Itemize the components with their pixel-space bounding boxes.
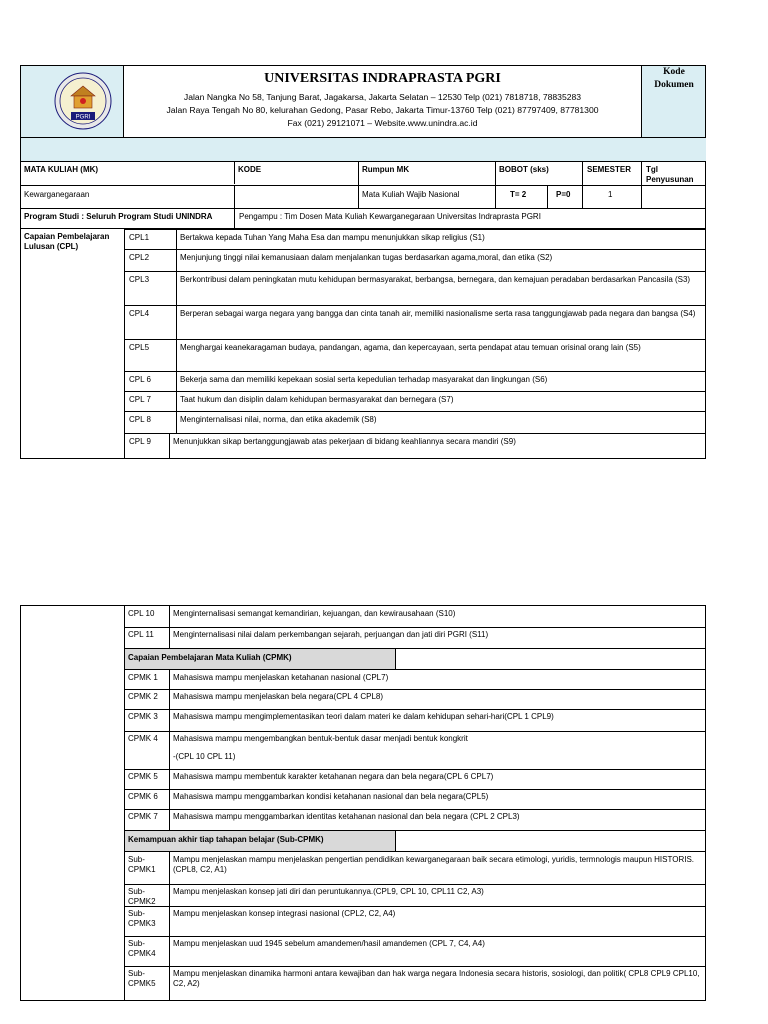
p-value: P=0 bbox=[556, 190, 571, 199]
prodi-label: Program Studi : Seluruh Program Studi UNINDRA bbox=[24, 212, 213, 221]
divider bbox=[124, 936, 706, 937]
kode-dokumen-label: Kode Dokumen bbox=[654, 67, 694, 90]
row-text: Mahasiswa mampu membentuk karakter ketahanan negara dan bela negara(CPL 6 CPL7) bbox=[173, 772, 494, 781]
divider bbox=[547, 186, 548, 208]
row-code: CPMK 3 bbox=[128, 712, 158, 721]
cpmk-title: Capaian Pembelajaran Mata Kuliah (CPMK) bbox=[128, 653, 292, 662]
row-text: -(CPL 10 CPL 11) bbox=[173, 752, 236, 761]
row-code: CPMK 6 bbox=[128, 792, 158, 801]
divider bbox=[124, 411, 706, 412]
divider bbox=[169, 966, 170, 1001]
row-text: Menginternalisasi nilai dalam perkembangan sejarah, perjuangan dan jati diri PGRI (S11) bbox=[173, 630, 489, 639]
divider bbox=[124, 305, 706, 306]
row-text: Mahasiswa mampu menjelaskan ketahanan nasional (CPL7) bbox=[173, 673, 389, 682]
row-text: Mahasiswa mampu mengembangkan bentuk-bentuk dasar menjadi bentuk kongkrit bbox=[173, 734, 468, 743]
semester-label: SEMESTER bbox=[587, 165, 632, 174]
row-text: Menginternalisasi semangat kemandirian, kejuangan, dan kewirausahaan (S10) bbox=[173, 609, 456, 618]
tgl-label: Tgl Penyusunan bbox=[646, 165, 694, 184]
logo-text: PGRI bbox=[75, 114, 91, 121]
divider bbox=[21, 185, 706, 186]
divider bbox=[176, 271, 177, 305]
divider bbox=[169, 906, 170, 936]
divider bbox=[124, 966, 706, 967]
cpl-text: Bekerja sama dan memiliki kepekaan sosial serta kepedulian terhadap masyarakat dan lingkungan (S6) bbox=[180, 375, 548, 384]
row-code: Sub-CPMK1 bbox=[128, 855, 156, 874]
divider bbox=[169, 606, 170, 627]
cpl-text: Berkontribusi dalam peningkatan mutu kehidupan bermasyarakat, berbangsa, bernegara, dan kemajuan peradaban berdasarkan Pancasila (S3) bbox=[180, 275, 691, 284]
row-text: Mampu menjelaskan dinamika harmoni antara kewajiban dan hak warga negara Indonesia secara historis, sosiologi, dan politik( CPL8 CPL9 CPL10, C2, A2) bbox=[173, 969, 700, 988]
divider bbox=[176, 249, 177, 271]
mk-value: Kewarganegaraan bbox=[24, 190, 90, 199]
row-code: Sub-CPMK4 bbox=[128, 939, 156, 958]
divider bbox=[169, 789, 170, 809]
row-text: Mahasiswa mampu mengimplementasikan teori dalam materi ke dalam kehidupan sehari-hari(CPL 1 CPL9) bbox=[173, 712, 554, 721]
divider bbox=[169, 689, 170, 709]
cpl-code: CPL 7 bbox=[129, 395, 151, 404]
divider bbox=[176, 339, 177, 371]
divider bbox=[124, 391, 706, 392]
divider bbox=[124, 906, 706, 907]
cpl-code: CPL5 bbox=[129, 343, 150, 352]
row-code: CPMK 1 bbox=[128, 673, 158, 682]
divider bbox=[169, 709, 170, 731]
cpl-text: Menjunjung tinggi nilai kemanusiaan dalam menjalankan tugas berdasarkan agama,moral, dan etika (S2) bbox=[180, 253, 553, 262]
cpl-code: CPL1 bbox=[129, 233, 150, 242]
address-line-2: Jalan Raya Tengah No 80, kelurahan Gedong, Pasar Rebo, Jakarta Timur-13760 Telp (021) 87797409, 87781300 bbox=[166, 105, 599, 115]
address-line-1: Jalan Nangka No 58, Tanjung Barat, Jagakarsa, Jakarta Selatan – 12530 Telp (021) 7818718, 78835283 bbox=[183, 92, 582, 102]
divider bbox=[176, 305, 177, 339]
row-code: Sub-CPMK3 bbox=[128, 909, 156, 928]
mk-label: MATA KULIAH (MK) bbox=[24, 165, 99, 174]
kode-label: KODE bbox=[238, 165, 262, 174]
divider bbox=[124, 709, 706, 710]
cpl-text: Menunjukkan sikap bertanggungjawab atas pekerjaan di bidang keahliannya secara mandiri (S9) bbox=[173, 437, 516, 446]
logo-cell bbox=[21, 66, 123, 137]
semester-value: 1 bbox=[608, 190, 613, 199]
divider bbox=[124, 731, 706, 732]
divider bbox=[124, 271, 706, 272]
divider bbox=[234, 186, 235, 208]
cpl-code: CPL 6 bbox=[129, 375, 151, 384]
divider bbox=[395, 649, 396, 669]
row-text: Mampu menjelaskan uud 1945 sebelum amandemen/hasil amandemen (CPL 7, C4, A4) bbox=[173, 939, 485, 948]
divider bbox=[124, 433, 706, 434]
divider bbox=[234, 162, 235, 184]
unindra-logo-icon bbox=[21, 66, 123, 137]
cpl-code: CPL4 bbox=[129, 309, 150, 318]
t-value: T= 2 bbox=[510, 190, 527, 199]
rumpun-value: Mata Kuliah Wajib Nasional bbox=[362, 190, 460, 199]
divider bbox=[169, 670, 170, 689]
divider bbox=[21, 208, 706, 209]
row-text: Mampu menjelaskan konsep jati diri dan peruntukannya.(CPL9, CPL 10, CPL11 C2, A3) bbox=[173, 887, 484, 896]
university-name: UNIVERSITAS INDRAPRASTA PGRI bbox=[264, 71, 501, 86]
divider bbox=[176, 411, 177, 433]
divider bbox=[169, 852, 170, 884]
row-text: Mahasiswa mampu menjelaskan bela negara(CPL 4 CPL8) bbox=[173, 692, 384, 701]
university-address bbox=[124, 91, 641, 130]
row-code: CPL 10 bbox=[128, 609, 155, 618]
cpl-code: CPL3 bbox=[129, 275, 150, 284]
cpl-text: Menghargai keanekaragaman budaya, pandangan, agama, dan kepercayaan, serta pendapat atau temuan orisinal orang lain (S5) bbox=[180, 343, 641, 352]
bobot-label: BOBOT (sks) bbox=[499, 165, 549, 174]
divider bbox=[169, 936, 170, 966]
row-text: Mampu menjelaskan konsep integrasi nasional (CPL2, C2, A4) bbox=[173, 909, 396, 918]
cpl-text: Taat hukum dan disiplin dalam kehidupan bermasyarakat dan bernegara (S7) bbox=[180, 395, 454, 404]
row-text: Mampu menjelaskan mampu menjelaskan pengertian pendidikan kewarganegaraan baik secara etimologi, yuridis, termnologis maupun HISTORIS. (CPL8, C2, A1) bbox=[173, 855, 695, 874]
row-code: CPL 11 bbox=[128, 630, 154, 639]
divider bbox=[169, 627, 170, 648]
divider bbox=[124, 339, 706, 340]
row-code: CPMK 5 bbox=[128, 772, 158, 781]
divider bbox=[176, 371, 177, 391]
divider bbox=[124, 789, 706, 790]
divider bbox=[169, 731, 170, 769]
divider bbox=[124, 669, 706, 670]
divider bbox=[234, 209, 235, 228]
row-code: CPMK 2 bbox=[128, 692, 158, 701]
divider bbox=[124, 809, 706, 810]
cpl-section-label: Capaian Pembelajaran Lulusan (CPL) bbox=[24, 232, 110, 251]
divider bbox=[176, 391, 177, 411]
cpl-code: CPL2 bbox=[129, 253, 150, 262]
divider bbox=[124, 249, 706, 250]
row-code: CPMK 4 bbox=[128, 734, 158, 743]
divider bbox=[176, 229, 177, 249]
divider bbox=[124, 769, 706, 770]
cpl-text: Menginternalisasi nilai, norma, dan etika akademik (S8) bbox=[180, 415, 377, 424]
divider bbox=[395, 831, 396, 851]
row-code: CPMK 7 bbox=[128, 812, 158, 821]
divider bbox=[124, 851, 706, 852]
row-code: Sub-CPMK5 bbox=[128, 969, 156, 988]
row-code: Sub-CPMK2 bbox=[128, 887, 156, 906]
subcpmk-title: Kemampuan akhir tiap tahapan belajar (Sub-CPMK) bbox=[128, 835, 324, 844]
divider bbox=[169, 809, 170, 830]
divider bbox=[124, 229, 706, 230]
row-text: Mahasiswa mampu menggambarkan kondisi ketahanan nasional dan bela negara(CPL5) bbox=[173, 792, 489, 801]
cpl-text: Berperan sebagai warga negara yang bangga dan cinta tanah air, memiliki nasionalisme serta rasa tanggungjawab pada negara dan bangsa (S4) bbox=[180, 309, 696, 318]
divider bbox=[169, 769, 170, 789]
divider bbox=[124, 689, 706, 690]
cpl-code: CPL 9 bbox=[129, 437, 151, 446]
divider bbox=[169, 433, 170, 459]
divider bbox=[124, 884, 706, 885]
divider bbox=[124, 229, 125, 459]
row-text: Mahasiswa mampu menggambarkan identitas ketahanan nasional dan bela negara (CPL 2 CPL3) bbox=[173, 812, 520, 821]
divider bbox=[124, 371, 706, 372]
spacer-row bbox=[21, 138, 706, 161]
divider bbox=[21, 161, 706, 162]
pengampu-label: Pengampu : Tim Dosen Mata Kuliah Kewarganegaraan Universitas Indraprasta PGRI bbox=[239, 212, 541, 221]
cpl-code: CPL 8 bbox=[129, 415, 151, 424]
address-line-3: Fax (021) 29121071 – Website.www.unindra.ac.id bbox=[287, 118, 478, 128]
divider bbox=[169, 884, 170, 906]
rumpun-label: Rumpun MK bbox=[362, 165, 410, 174]
divider bbox=[124, 627, 706, 628]
cpl-text: Bertakwa kepada Tuhan Yang Maha Esa dan mampu menunjukkan sikap religius (S1) bbox=[180, 233, 485, 242]
